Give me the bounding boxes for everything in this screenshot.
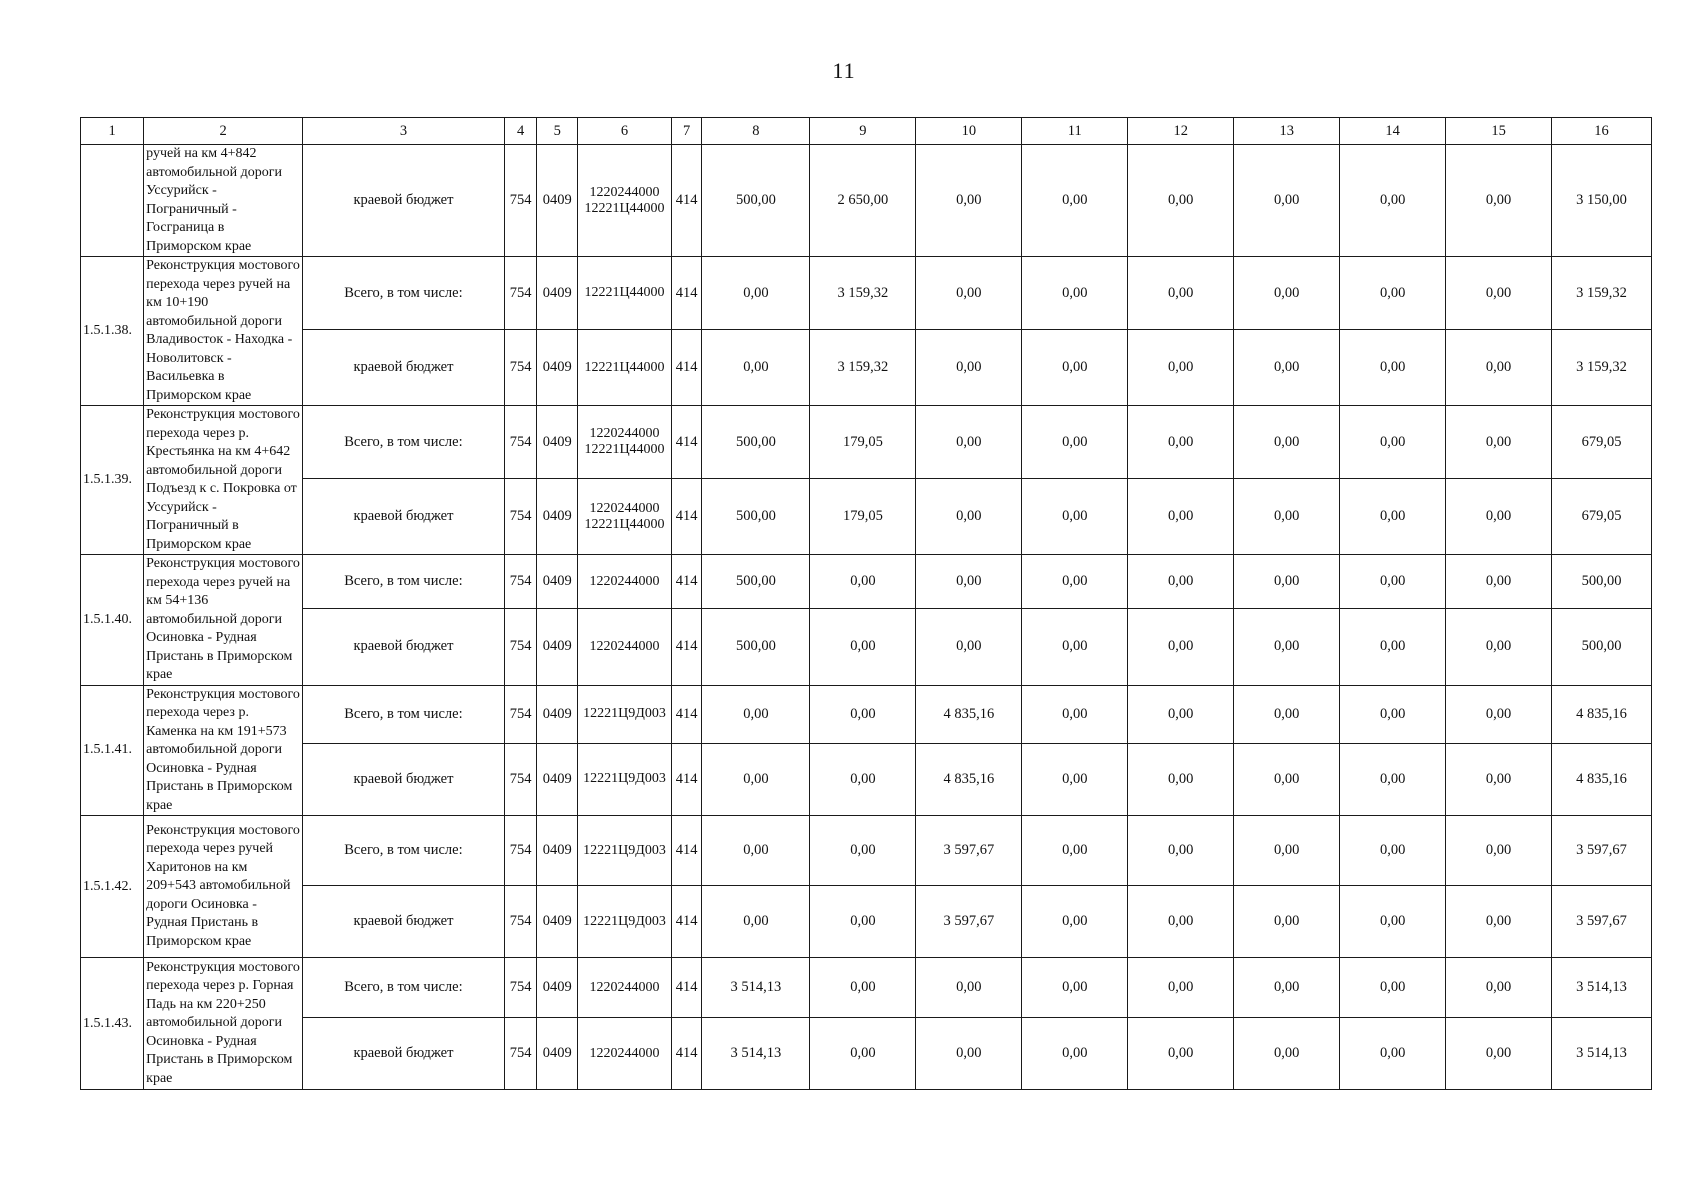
amount-cell: 0,00	[1128, 257, 1234, 330]
amount-cell: 3 159,32	[1552, 330, 1652, 406]
row-title: Реконструкция мостового перехода через ручей на км 10+190 автомобильной дороги Владивосток - Находка - Новолитовск - Васильевка в Приморском крае	[144, 257, 303, 406]
row-id: 1.5.1.40.	[81, 555, 144, 686]
header-row	[81, 118, 1652, 145]
code-expense-type: 414	[671, 257, 702, 330]
amount-cell: 0,00	[1128, 816, 1234, 886]
amount-cell: 0,00	[1446, 257, 1552, 330]
code-grbs: 754	[504, 816, 537, 886]
amount-cell: 0,00	[1128, 479, 1234, 555]
code-grbs: 754	[504, 330, 537, 406]
column-header: 7	[671, 118, 702, 145]
row-title: Реконструкция мостового перехода через р. Крестьянка на км 4+642 автомобильной дороги Подъезд к с. Покровка от Уссурийск - Пограничный в Приморском крае	[144, 406, 303, 555]
table-row	[81, 886, 1652, 958]
amount-cell: 0,00	[1022, 1018, 1128, 1090]
code-section: 0409	[537, 1018, 578, 1090]
table-row	[81, 1018, 1652, 1090]
code-expense-type: 414	[671, 685, 702, 743]
code-line: 12221Ц44000	[584, 442, 665, 458]
column-header: 13	[1234, 118, 1340, 145]
amount-cell: 3 597,67	[916, 816, 1022, 886]
amount-cell: 4 835,16	[916, 685, 1022, 743]
amount-cell: 0,00	[1446, 816, 1552, 886]
code-line: 12221Ц9Д003	[583, 842, 666, 858]
code-grbs: 754	[504, 1018, 537, 1090]
amount-cell: 0,00	[1340, 145, 1446, 257]
code-line: 12221Ц9Д003	[583, 913, 666, 929]
row-title: Реконструкция мостового перехода через ручей на км 54+136 автомобильной дороги Осиновка - Рудная Пристань в Приморском крае	[144, 555, 303, 686]
code-section: 0409	[537, 685, 578, 743]
code-target-article	[578, 330, 672, 406]
code-target-article	[578, 555, 672, 609]
funding-source: краевой бюджет	[303, 330, 505, 406]
amount-cell: 3 159,32	[810, 257, 916, 330]
amount-cell: 0,00	[1340, 1018, 1446, 1090]
code-grbs: 754	[504, 743, 537, 816]
row-title: Реконструкция мостового перехода через р. Каменка на км 191+573 автомобильной дороги Осиновка - Рудная Пристань в Приморском крае	[144, 685, 303, 816]
budget-table	[80, 117, 1652, 1090]
code-line: 1220244000	[589, 979, 660, 995]
amount-cell: 0,00	[1340, 609, 1446, 685]
code-expense-type: 414	[671, 145, 702, 257]
amount-cell: 179,05	[810, 406, 916, 479]
amount-cell: 0,00	[1022, 330, 1128, 406]
amount-cell: 0,00	[1446, 609, 1552, 685]
amount-cell: 3 514,13	[702, 1018, 810, 1090]
funding-source: Всего, в том числе:	[303, 406, 505, 479]
column-header: 12	[1128, 118, 1234, 145]
code-section: 0409	[537, 609, 578, 685]
amount-cell: 0,00	[916, 330, 1022, 406]
funding-source: Всего, в том числе:	[303, 555, 505, 609]
code-expense-type: 414	[671, 743, 702, 816]
code-grbs: 754	[504, 958, 537, 1018]
table-row	[81, 406, 1652, 479]
amount-cell: 0,00	[1446, 330, 1552, 406]
code-grbs: 754	[504, 257, 537, 330]
amount-cell: 500,00	[702, 555, 810, 609]
table-row	[81, 685, 1652, 743]
amount-cell: 500,00	[1552, 555, 1652, 609]
amount-cell: 0,00	[702, 743, 810, 816]
code-target-article	[578, 685, 672, 743]
code-grbs: 754	[504, 685, 537, 743]
funding-source: краевой бюджет	[303, 479, 505, 555]
column-header: 14	[1340, 118, 1446, 145]
amount-cell: 0,00	[1340, 743, 1446, 816]
code-grbs: 754	[504, 555, 537, 609]
code-section: 0409	[537, 743, 578, 816]
amount-cell: 0,00	[1446, 886, 1552, 958]
code-section: 0409	[537, 479, 578, 555]
amount-cell: 0,00	[810, 816, 916, 886]
amount-cell: 0,00	[1234, 330, 1340, 406]
code-target-article	[578, 145, 672, 257]
row-id: 1.5.1.42.	[81, 816, 144, 958]
code-line: 1220244000	[589, 1045, 660, 1061]
funding-source: краевой бюджет	[303, 145, 505, 257]
amount-cell: 0,00	[1128, 958, 1234, 1018]
code-line: 1220244000	[589, 184, 660, 200]
code-grbs: 754	[504, 145, 537, 257]
amount-cell: 0,00	[1128, 145, 1234, 257]
code-line: 12221Ц44000	[584, 359, 665, 375]
code-line: 12221Ц9Д003	[583, 771, 666, 787]
table-row	[81, 609, 1652, 685]
amount-cell: 500,00	[702, 145, 810, 257]
code-target-article	[578, 886, 672, 958]
code-section: 0409	[537, 257, 578, 330]
amount-cell: 0,00	[1340, 886, 1446, 958]
amount-cell: 679,05	[1552, 479, 1652, 555]
amount-cell: 0,00	[1234, 816, 1340, 886]
code-expense-type: 414	[671, 958, 702, 1018]
code-line: 1220244000	[589, 426, 660, 442]
code-target-article	[578, 609, 672, 685]
amount-cell: 0,00	[1234, 145, 1340, 257]
code-line: 12221Ц9Д003	[583, 706, 666, 721]
code-section: 0409	[537, 958, 578, 1018]
code-grbs: 754	[504, 406, 537, 479]
code-grbs: 754	[504, 886, 537, 958]
amount-cell: 3 514,13	[702, 958, 810, 1018]
code-target-article	[578, 257, 672, 330]
page-number: 11	[832, 58, 856, 83]
code-grbs: 754	[504, 479, 537, 555]
amount-cell: 179,05	[810, 479, 916, 555]
amount-cell: 0,00	[1234, 685, 1340, 743]
amount-cell: 0,00	[702, 685, 810, 743]
row-id: 1.5.1.39.	[81, 406, 144, 555]
amount-cell: 0,00	[1234, 1018, 1340, 1090]
code-section: 0409	[537, 816, 578, 886]
amount-cell: 0,00	[810, 609, 916, 685]
code-expense-type: 414	[671, 555, 702, 609]
funding-source: Всего, в том числе:	[303, 816, 505, 886]
amount-cell: 0,00	[1446, 145, 1552, 257]
funding-source: краевой бюджет	[303, 743, 505, 816]
table-row	[81, 958, 1652, 1018]
amount-cell: 0,00	[1128, 685, 1234, 743]
amount-cell: 4 835,16	[1552, 685, 1652, 743]
amount-cell: 500,00	[702, 479, 810, 555]
amount-cell: 0,00	[1022, 145, 1128, 257]
amount-cell: 3 514,13	[1552, 1018, 1652, 1090]
row-id: 1.5.1.41.	[81, 685, 144, 816]
column-header: 1	[81, 118, 144, 145]
code-grbs: 754	[504, 609, 537, 685]
amount-cell: 0,00	[916, 257, 1022, 330]
amount-cell: 0,00	[1022, 816, 1128, 886]
amount-cell: 0,00	[916, 555, 1022, 609]
amount-cell: 0,00	[810, 958, 916, 1018]
row-id	[81, 145, 144, 257]
column-header: 11	[1022, 118, 1128, 145]
amount-cell: 0,00	[916, 145, 1022, 257]
amount-cell: 0,00	[1446, 555, 1552, 609]
amount-cell: 0,00	[1128, 330, 1234, 406]
table-body	[81, 145, 1652, 1090]
amount-cell: 0,00	[810, 743, 916, 816]
amount-cell: 0,00	[1340, 257, 1446, 330]
funding-source: Всего, в том числе:	[303, 685, 505, 743]
funding-source: краевой бюджет	[303, 886, 505, 958]
funding-source: Всего, в том числе:	[303, 257, 505, 330]
amount-cell: 0,00	[1022, 609, 1128, 685]
amount-cell: 0,00	[1128, 555, 1234, 609]
row-title: Реконструкция мостового перехода через р. Горная Падь на км 220+250 автомобильной дороги Осиновка - Рудная Пристань в Приморском крае	[144, 958, 303, 1090]
amount-cell: 0,00	[1340, 479, 1446, 555]
funding-source: Всего, в том числе:	[303, 958, 505, 1018]
column-header: 15	[1446, 118, 1552, 145]
amount-cell: 0,00	[1234, 257, 1340, 330]
code-line: 1220244000	[589, 500, 660, 516]
amount-cell: 0,00	[1446, 1018, 1552, 1090]
amount-cell: 0,00	[810, 685, 916, 743]
column-header: 4	[504, 118, 537, 145]
row-title: Реконструкция мостового перехода через ручей Харитонов на км 209+543 автомобильной дороги Осиновка - Рудная Пристань в Приморском крае	[144, 816, 303, 958]
amount-cell: 0,00	[1340, 958, 1446, 1018]
amount-cell: 0,00	[916, 1018, 1022, 1090]
code-target-article	[578, 816, 672, 886]
amount-cell: 0,00	[1340, 816, 1446, 886]
code-line: 12221Ц44000	[584, 200, 665, 216]
code-expense-type: 414	[671, 479, 702, 555]
table-header	[81, 118, 1652, 145]
amount-cell: 0,00	[1340, 555, 1446, 609]
code-target-article	[578, 406, 672, 479]
amount-cell: 500,00	[1552, 609, 1652, 685]
amount-cell: 3 597,67	[1552, 886, 1652, 958]
amount-cell: 0,00	[1128, 743, 1234, 816]
amount-cell: 0,00	[702, 257, 810, 330]
amount-cell: 0,00	[1234, 555, 1340, 609]
amount-cell: 0,00	[702, 816, 810, 886]
amount-cell: 0,00	[1022, 555, 1128, 609]
table-row	[81, 743, 1652, 816]
amount-cell: 2 650,00	[810, 145, 916, 257]
amount-cell: 0,00	[1234, 479, 1340, 555]
row-title: ручей на км 4+842 автомобильной дороги Уссурийск - Пограничный - Госграница в Приморском крае	[144, 145, 303, 257]
code-section: 0409	[537, 145, 578, 257]
amount-cell: 500,00	[702, 609, 810, 685]
column-header: 10	[916, 118, 1022, 145]
column-header: 8	[702, 118, 810, 145]
code-line: 12221Ц44000	[584, 516, 665, 532]
amount-cell: 0,00	[1128, 609, 1234, 685]
amount-cell: 3 514,13	[1552, 958, 1652, 1018]
amount-cell: 679,05	[1552, 406, 1652, 479]
code-section: 0409	[537, 555, 578, 609]
code-section: 0409	[537, 406, 578, 479]
amount-cell: 3 597,67	[916, 886, 1022, 958]
code-target-article	[578, 958, 672, 1018]
amount-cell: 0,00	[916, 479, 1022, 555]
amount-cell: 0,00	[1446, 743, 1552, 816]
amount-cell: 0,00	[1128, 406, 1234, 479]
column-header: 9	[810, 118, 916, 145]
amount-cell: 0,00	[810, 555, 916, 609]
amount-cell: 0,00	[1022, 257, 1128, 330]
code-line: 12221Ц44000	[584, 285, 665, 301]
amount-cell: 0,00	[1128, 886, 1234, 958]
row-id: 1.5.1.43.	[81, 958, 144, 1090]
amount-cell: 0,00	[1022, 685, 1128, 743]
code-expense-type: 414	[671, 406, 702, 479]
row-id: 1.5.1.38.	[81, 257, 144, 406]
amount-cell: 0,00	[702, 330, 810, 406]
amount-cell: 0,00	[1022, 743, 1128, 816]
code-target-article	[578, 479, 672, 555]
code-line: 1220244000	[589, 638, 660, 654]
amount-cell: 0,00	[916, 406, 1022, 479]
column-header: 5	[537, 118, 578, 145]
amount-cell: 0,00	[1234, 886, 1340, 958]
funding-source: краевой бюджет	[303, 1018, 505, 1090]
amount-cell: 4 835,16	[1552, 743, 1652, 816]
amount-cell: 4 835,16	[916, 743, 1022, 816]
table-row	[81, 479, 1652, 555]
funding-source: краевой бюджет	[303, 609, 505, 685]
column-header: 3	[303, 118, 505, 145]
code-line: 1220244000	[589, 573, 660, 589]
code-expense-type: 414	[671, 1018, 702, 1090]
code-expense-type: 414	[671, 886, 702, 958]
table-row	[81, 816, 1652, 886]
table-row	[81, 145, 1652, 257]
code-expense-type: 414	[671, 816, 702, 886]
amount-cell: 0,00	[1128, 1018, 1234, 1090]
code-target-article	[578, 1018, 672, 1090]
code-section: 0409	[537, 886, 578, 958]
code-expense-type: 414	[671, 609, 702, 685]
amount-cell: 0,00	[1340, 330, 1446, 406]
table-row	[81, 257, 1652, 330]
amount-cell: 0,00	[1022, 958, 1128, 1018]
amount-cell: 0,00	[916, 609, 1022, 685]
amount-cell: 0,00	[1446, 479, 1552, 555]
amount-cell: 0,00	[1234, 406, 1340, 479]
amount-cell: 3 150,00	[1552, 145, 1652, 257]
amount-cell: 0,00	[810, 1018, 916, 1090]
amount-cell: 0,00	[810, 886, 916, 958]
amount-cell: 0,00	[1022, 406, 1128, 479]
code-section: 0409	[537, 330, 578, 406]
amount-cell: 0,00	[1446, 685, 1552, 743]
amount-cell: 3 159,32	[1552, 257, 1652, 330]
amount-cell: 0,00	[916, 958, 1022, 1018]
amount-cell: 0,00	[1022, 479, 1128, 555]
amount-cell: 0,00	[1446, 958, 1552, 1018]
column-header: 2	[144, 118, 303, 145]
amount-cell: 0,00	[1234, 609, 1340, 685]
amount-cell: 0,00	[1340, 406, 1446, 479]
table-row	[81, 555, 1652, 609]
code-target-article	[578, 743, 672, 816]
amount-cell: 3 159,32	[810, 330, 916, 406]
amount-cell: 0,00	[1340, 685, 1446, 743]
table-row	[81, 330, 1652, 406]
amount-cell: 0,00	[702, 886, 810, 958]
amount-cell: 0,00	[1234, 958, 1340, 1018]
column-header: 16	[1552, 118, 1652, 145]
amount-cell: 0,00	[1234, 743, 1340, 816]
column-header: 6	[578, 118, 672, 145]
amount-cell: 500,00	[702, 406, 810, 479]
amount-cell: 0,00	[1022, 886, 1128, 958]
amount-cell: 3 597,67	[1552, 816, 1652, 886]
code-expense-type: 414	[671, 330, 702, 406]
amount-cell: 0,00	[1446, 406, 1552, 479]
